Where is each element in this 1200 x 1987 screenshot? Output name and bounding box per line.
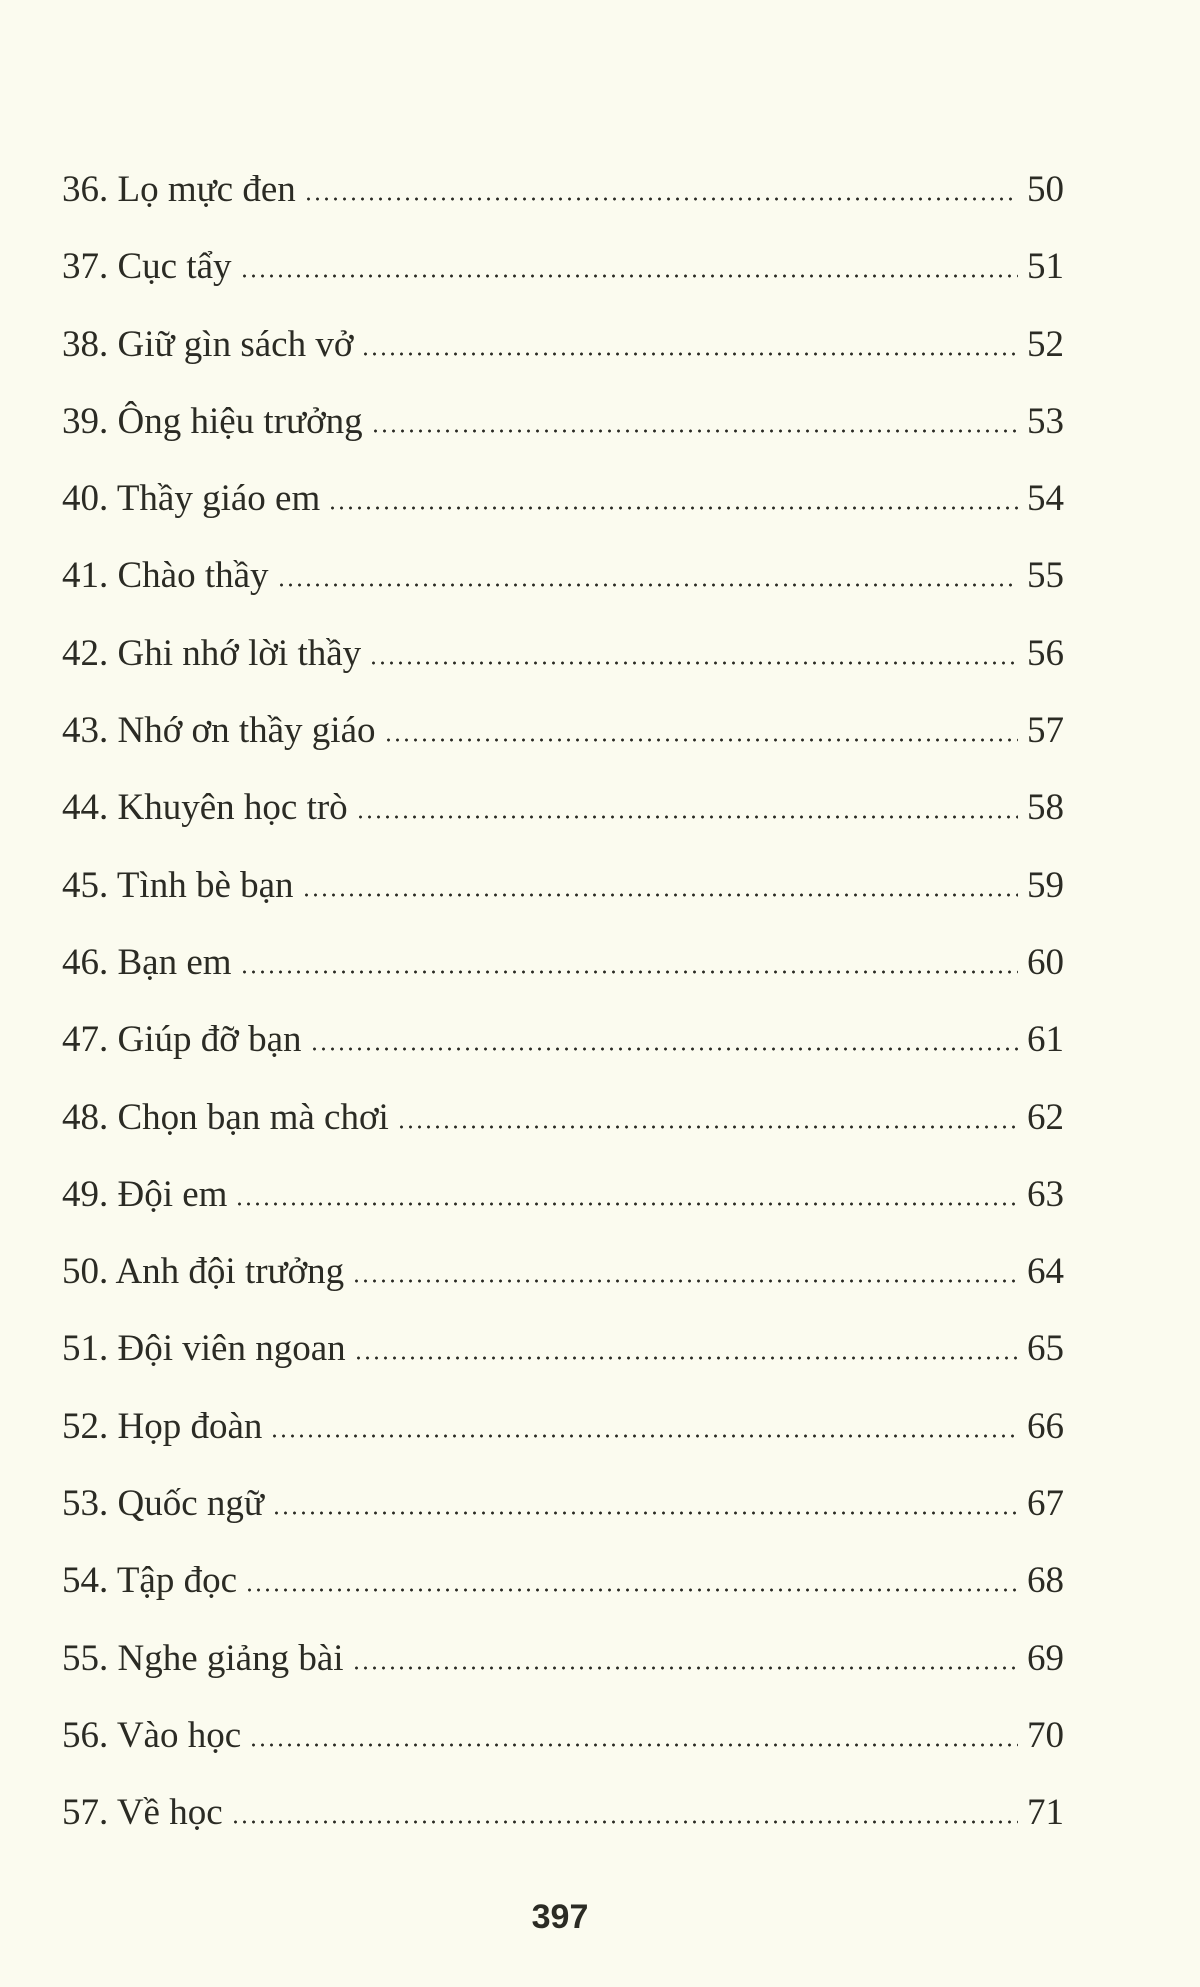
table-of-contents: [62, 160, 1064, 1861]
toc-entry-title: 55. Nghe giảng bài: [62, 1637, 344, 1679]
toc-entry: [62, 237, 1064, 314]
toc-entry-page: 55: [1027, 555, 1064, 597]
dot-leader: [270, 1434, 1018, 1438]
dot-leader: [272, 1511, 1018, 1515]
toc-entry: [62, 546, 1064, 623]
toc-entry-title: 36. Lọ mực đen: [62, 169, 296, 210]
toc-entry: [62, 315, 1064, 392]
dot-leader: [384, 738, 1018, 742]
toc-entry: [62, 1242, 1064, 1319]
dot-leader: [277, 583, 1018, 587]
toc-entry-title: 52. Họp đoàn: [62, 1405, 263, 1447]
dot-leader: [231, 1820, 1018, 1824]
dot-leader: [240, 970, 1018, 974]
toc-entry-page: 52: [1027, 323, 1064, 365]
toc-entry-page: 62: [1027, 1096, 1064, 1138]
toc-entry: [62, 1088, 1064, 1165]
toc-entry-title: 43. Nhớ ơn thầy giáo: [62, 710, 376, 752]
dot-leader: [310, 1047, 1019, 1051]
toc-entry: [62, 469, 1064, 546]
page-number: 397: [531, 1898, 589, 1936]
dot-leader: [361, 352, 1018, 356]
toc-entry: [62, 1319, 1064, 1396]
toc-entry-title: 51. Đội viên ngoan: [62, 1328, 346, 1370]
toc-entry: [62, 392, 1064, 469]
dot-leader: [371, 429, 1018, 433]
toc-entry-page: 70: [1027, 1714, 1064, 1756]
toc-entry-title: 47. Giúp đỡ bạn: [62, 1019, 302, 1061]
toc-entry: [62, 933, 1064, 1010]
toc-entry-page: 61: [1027, 1019, 1064, 1061]
toc-entry: [62, 856, 1064, 933]
toc-entry-page: 66: [1027, 1405, 1064, 1447]
dot-leader: [369, 661, 1018, 665]
toc-entry: [62, 1474, 1064, 1551]
dot-leader: [249, 1743, 1018, 1747]
toc-entry-title: 44. Khuyên học trò: [62, 787, 348, 829]
toc-entry: [62, 701, 1064, 778]
dot-leader: [304, 197, 1018, 201]
toc-entry-page: 71: [1027, 1792, 1064, 1834]
toc-entry-page: 65: [1027, 1328, 1064, 1370]
dot-leader: [397, 1125, 1018, 1129]
toc-entry-title: 46. Bạn em: [62, 941, 232, 983]
toc-entry-title: 49. Đội em: [62, 1173, 228, 1215]
dot-leader: [352, 1666, 1018, 1670]
dot-leader: [240, 274, 1018, 278]
dot-leader: [328, 506, 1018, 510]
toc-entry-page: 53: [1027, 400, 1064, 442]
toc-entry: [62, 1783, 1064, 1860]
toc-entry-title: 53. Quốc ngữ: [62, 1483, 264, 1525]
toc-entry-title: 54. Tập đọc: [62, 1560, 238, 1602]
toc-entry-page: 69: [1027, 1637, 1064, 1679]
toc-entry-title: 37. Cục tẩy: [62, 246, 232, 288]
toc-entry: [62, 1010, 1064, 1087]
toc-entry: [62, 1706, 1064, 1783]
toc-entry: [62, 1551, 1064, 1628]
toc-entry-page: 60: [1027, 941, 1064, 983]
toc-entry-title: 41. Chào thầy: [62, 555, 269, 597]
toc-entry: [62, 1397, 1064, 1474]
toc-entry-title: 38. Giữ gìn sách vở: [62, 323, 354, 365]
dot-leader: [235, 1202, 1018, 1206]
toc-entry: [62, 778, 1064, 855]
toc-entry-page: 68: [1027, 1560, 1064, 1602]
toc-entry-page: 54: [1027, 478, 1064, 520]
dot-leader: [245, 1588, 1018, 1592]
toc-entry-page: 64: [1027, 1251, 1064, 1293]
toc-entry: [62, 1165, 1064, 1242]
toc-entry-title: 40. Thầy giáo em: [62, 478, 321, 520]
toc-entry-page: 63: [1027, 1173, 1064, 1215]
toc-entry: [62, 1629, 1064, 1706]
dot-leader: [354, 1356, 1018, 1360]
toc-entry-page: 56: [1027, 632, 1064, 674]
toc-entry-page: 51: [1027, 246, 1064, 288]
toc-entry-page: 59: [1027, 864, 1064, 906]
toc-entry-title: 50. Anh đội trưởng: [62, 1251, 345, 1293]
toc-entry-page: 57: [1027, 710, 1064, 752]
dot-leader: [352, 1279, 1018, 1283]
toc-entry-title: 45. Tình bè bạn: [62, 864, 294, 906]
toc-entry-page: 67: [1027, 1483, 1064, 1525]
toc-entry-page: 58: [1027, 787, 1064, 829]
toc-entry-title: 42. Ghi nhớ lời thầy: [62, 632, 362, 674]
dot-leader: [356, 815, 1018, 819]
toc-entry-title: 57. Về học: [62, 1792, 223, 1834]
toc-entry-title: 56. Vào học: [62, 1714, 242, 1756]
toc-entry: [62, 624, 1064, 701]
toc-entry-title: 48. Chọn bạn mà chơi: [62, 1096, 389, 1138]
toc-entry-title: 39. Ông hiệu trưởng: [62, 400, 363, 442]
toc-entry-page: 50: [1027, 169, 1064, 210]
dot-leader: [302, 893, 1018, 897]
toc-entry: [62, 160, 1064, 237]
